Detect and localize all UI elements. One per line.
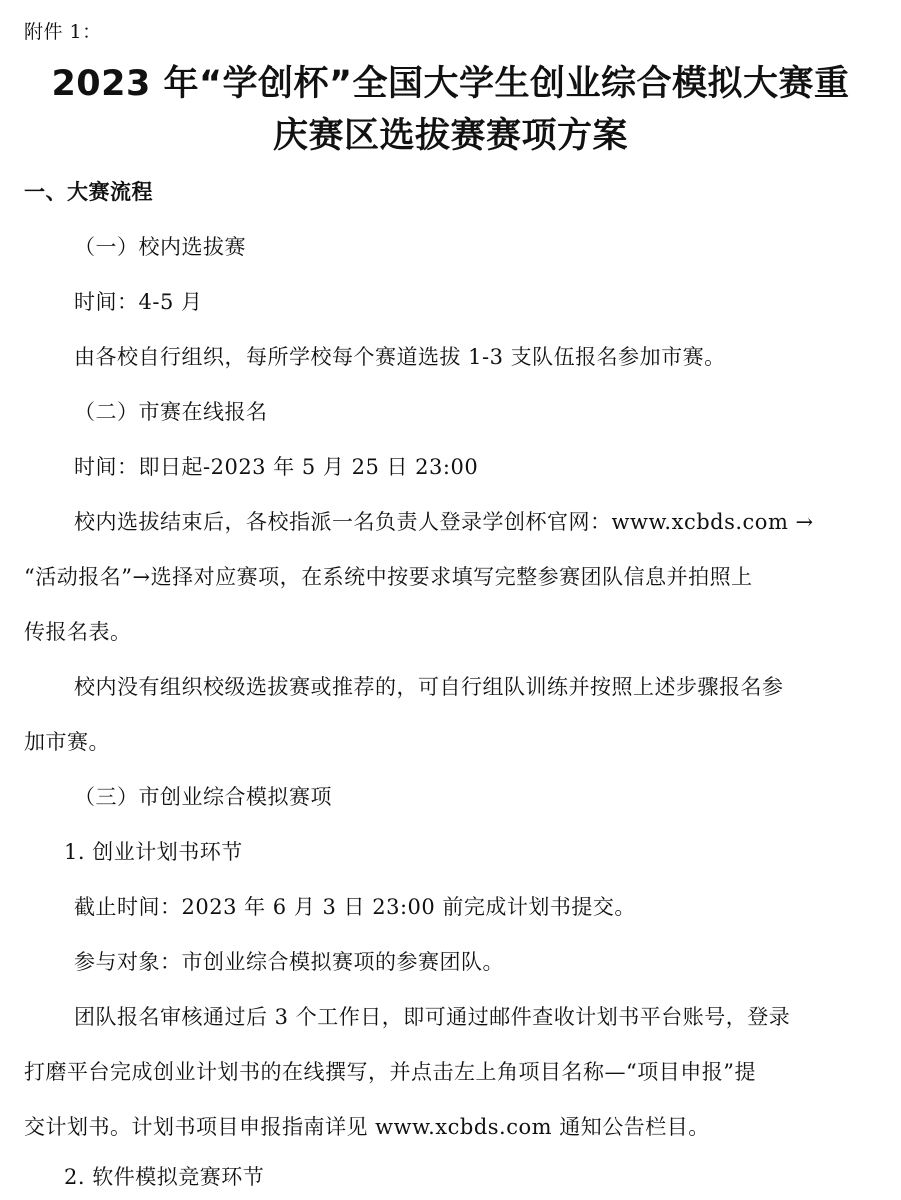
online-registration-time: 时间：即日起-2023 年 5 月 25 日 23:00 [74,455,479,479]
item-heading-software-simulation: 2. 软件模拟竞赛环节 [64,1165,265,1189]
attachment-label: 附件 1： [24,21,102,43]
subsection-heading-school-selection: （一）校内选拔赛 [74,235,246,259]
section-heading-competition-process: 一、大赛流程 [24,180,153,204]
document-title-line-2: 庆赛区选拔赛赛项方案 [272,116,628,156]
subsection-heading-city-event: （三）市创业综合模拟赛项 [74,785,332,809]
business-plan-deadline: 截止时间：2023 年 6 月 3 日 23:00 前完成计划书提交。 [74,895,636,919]
school-selection-description: 由各校自行组织，每所学校每个赛道选拔 1-3 支队伍报名参加市赛。 [74,345,726,369]
business-plan-paragraph-line-2: 打磨平台完成创业计划书的在线撰写，并点击左上角项目名称—“项目申报”提 [24,1060,756,1084]
business-plan-target: 参与对象：市创业综合模拟赛项的参赛团队。 [74,950,504,974]
school-selection-time: 时间：4-5 月 [74,290,203,314]
registration-paragraph-line-3: 传报名表。 [24,620,132,644]
registration-paragraph-line-2: “活动报名”→选择对应赛项，在系统中按要求填写完整参赛团队信息并拍照上 [24,565,753,589]
self-organize-paragraph-line-2: 加市赛。 [24,730,110,754]
self-organize-paragraph-line-1: 校内没有组织校级选拔赛或推荐的，可自行组队训练并按照上述步骤报名参 [74,675,784,699]
item-heading-business-plan: 1. 创业计划书环节 [64,840,243,864]
registration-paragraph-line-1: 校内选拔结束后，各校指派一名负责人登录学创杯官网：www.xcbds.com → [74,510,814,534]
subsection-heading-online-registration: （二）市赛在线报名 [74,400,268,424]
business-plan-paragraph-line-1: 团队报名审核通过后 3 个工作日，即可通过邮件查收计划书平台账号，登录 [74,1005,791,1029]
business-plan-paragraph-line-3: 交计划书。计划书项目申报指南详见 www.xcbds.com 通知公告栏目。 [24,1115,710,1139]
document-title-line-1: 2023 年“学创杯”全国大学生创业综合模拟大赛重 [51,64,850,104]
